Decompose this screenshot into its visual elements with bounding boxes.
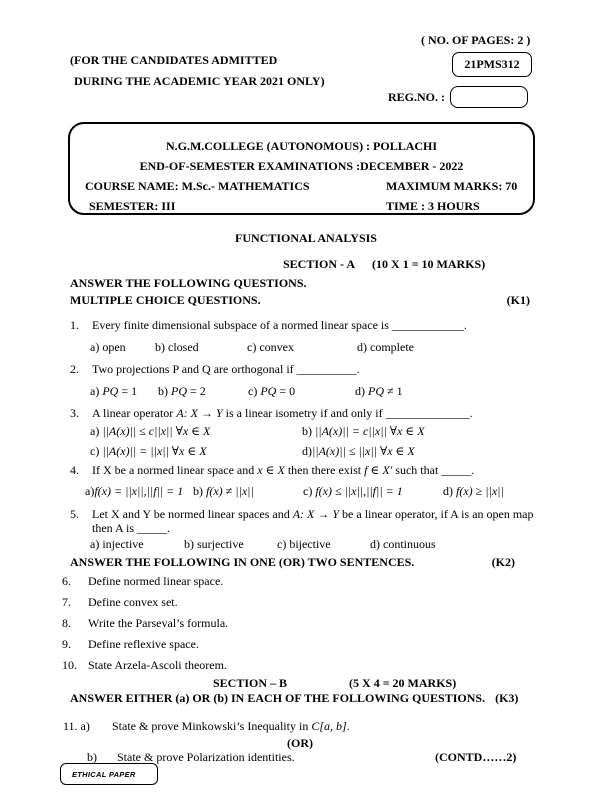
exam-time: TIME : 3 HOURS — [386, 199, 480, 213]
option-b: b) f(x) ≠ ||x|| — [193, 484, 254, 498]
question-2 — [70, 362, 545, 376]
question-3 — [70, 406, 545, 420]
option-d: d)||A(x)|| ≤ ||x|| ∀x ∈ X — [302, 444, 415, 458]
question-10 — [62, 658, 545, 672]
section-b-marks: (5 X 4 = 20 MARKS) — [349, 676, 457, 690]
question-7 — [62, 595, 545, 609]
short-answer-instruction: ANSWER THE FOLLOWING IN ONE (OR) TWO SENTENCES. — [70, 555, 415, 569]
candidates-note-line1: (FOR THE CANDIDATES ADMITTED — [70, 53, 278, 67]
section-b-instruction: ANSWER EITHER (a) OR (b) IN EACH OF THE FOLLOWING QUESTIONS. — [70, 691, 486, 705]
option-d: d) continuous — [370, 537, 436, 551]
candidates-admitted-note — [70, 50, 325, 92]
course-code-box — [452, 52, 532, 77]
question-7-text: Define convex set. — [88, 595, 178, 609]
question-5-options — [90, 537, 545, 551]
question-4-options — [85, 483, 545, 499]
question-3-options-row1 — [90, 423, 545, 439]
question-5-text: Let X and Y be normed linear spaces and A: X → Y be a linear operator, if A is an open map — [92, 507, 534, 521]
option-d: d) PQ ≠ 1 — [355, 384, 403, 398]
question-5-number: 5. — [70, 507, 79, 521]
pages-count-note: ( NO. OF PAGES: 2 ) — [421, 33, 531, 47]
question-5 — [70, 507, 545, 521]
question-2-options — [90, 383, 545, 399]
continued-note: (CONTD……2) — [435, 750, 517, 764]
option-a: a) injective — [90, 537, 144, 551]
question-11b-number: b) — [87, 750, 97, 764]
mcq-instruction: MULTIPLE CHOICE QUESTIONS. — [70, 293, 261, 307]
option-a: a)f(x) = ||x||,||f|| = 1 — [85, 484, 184, 498]
short-answer-instruction-row — [70, 555, 545, 569]
section-b-instruction-row — [70, 691, 545, 705]
question-9 — [62, 637, 545, 651]
question-11a-number: 11. a) — [63, 719, 90, 733]
option-c: c) convex — [247, 340, 294, 354]
question-11b — [87, 750, 545, 764]
option-c: c) ||A(x)|| = ||x|| ∀x ∈ X — [90, 444, 207, 458]
semester: SEMESTER: III — [89, 199, 176, 213]
ethical-paper-label: ETHICAL PAPER — [72, 769, 136, 779]
exam-header-box — [68, 122, 535, 215]
k-level-2: (K2) — [491, 555, 515, 569]
regno-label: REG.NO. : — [388, 89, 445, 104]
section-b-title: SECTION – B — [213, 676, 288, 690]
option-c: c) PQ = 0 — [248, 384, 296, 398]
option-b: b) PQ = 2 — [158, 384, 206, 398]
option-c: c) bijective — [277, 537, 331, 551]
question-1-number: 1. — [70, 318, 79, 332]
option-a: a) open — [90, 340, 126, 354]
question-1-options — [90, 340, 545, 354]
option-b: b) ||A(x)|| = c||x|| ∀x ∈ X — [302, 424, 425, 438]
question-11b-text: State & prove Polarization identities. — [117, 750, 295, 764]
k-level-3: (K3) — [495, 691, 519, 705]
question-10-number: 10. — [62, 658, 77, 672]
section-a-instruction: ANSWER THE FOLLOWING QUESTIONS. — [70, 276, 307, 290]
regno-row — [388, 86, 528, 108]
question-5-text-line2: then A is _____. — [92, 521, 171, 535]
section-b-heading — [213, 676, 545, 690]
question-2-number: 2. — [70, 362, 79, 376]
section-a-heading — [283, 257, 545, 271]
option-d: d) f(x) ≥ ||x|| — [443, 484, 504, 498]
max-marks: MAXIMUM MARKS: 70 — [386, 179, 518, 193]
question-10-text: State Arzela-Ascoli theorem. — [88, 658, 227, 672]
question-6-text: Define normed linear space. — [88, 574, 224, 588]
question-8-number: 8. — [62, 616, 71, 630]
option-b: b) closed — [155, 340, 199, 354]
question-4-text: If X be a normed linear space and x ∈ X then there exist f ∈ X′ such that _____. — [92, 463, 475, 477]
question-9-text: Define reflexive space. — [88, 637, 199, 651]
section-a-title: SECTION - A — [283, 257, 356, 271]
section-a-marks: (10 X 1 = 10 MARKS) — [372, 257, 486, 271]
question-1 — [70, 318, 545, 332]
or-separator: (OR) — [287, 736, 313, 750]
question-paper-body — [62, 255, 545, 764]
question-3-text: A linear operator A: X → Y is a linear isometry if and only if ______________. — [92, 406, 473, 420]
k-level-1: (K1) — [506, 293, 530, 307]
question-4 — [70, 463, 545, 477]
question-1-text: Every finite dimensional subspace of a normed linear space is ____________. — [92, 318, 467, 332]
question-8 — [62, 616, 545, 630]
question-11a — [63, 719, 545, 733]
subject-title: FUNCTIONAL ANALYSIS — [235, 231, 377, 245]
option-d: d) complete — [357, 340, 414, 354]
option-b: b) surjective — [184, 537, 244, 551]
candidates-note-line2: DURING THE ACADEMIC YEAR 2021 ONLY) — [74, 74, 325, 88]
course-code: 21PMS312 — [464, 57, 520, 71]
question-6 — [62, 574, 545, 588]
course-name: COURSE NAME: M.Sc.- MATHEMATICS — [85, 179, 310, 193]
regno-input-box[interactable] — [450, 86, 528, 108]
question-6-number: 6. — [62, 574, 71, 588]
question-7-number: 7. — [62, 595, 71, 609]
question-4-number: 4. — [70, 463, 79, 477]
college-name: N.G.M.COLLEGE (AUTONOMOUS) : POLLACHI — [165, 139, 438, 153]
ethical-paper-badge — [60, 763, 158, 785]
question-11a-text: State & prove Minkowski’s Inequality in C[a, b]. — [112, 719, 350, 733]
exam-title: END-OF-SEMESTER EXAMINATIONS :DECEMBER - 2022 — [139, 159, 464, 173]
option-a: a) PQ = 1 — [90, 384, 138, 398]
option-c: c) f(x) ≤ ||x||,||f|| = 1 — [303, 484, 403, 498]
question-8-text: Write the Parseval’s formula. — [88, 616, 229, 630]
question-3-number: 3. — [70, 406, 79, 420]
mcq-instruction-row — [70, 293, 545, 307]
option-a: a) ||A(x)|| ≤ c||x|| ∀x ∈ X — [90, 424, 211, 438]
question-2-text: Two projections P and Q are orthogonal if __________. — [92, 362, 360, 376]
question-9-number: 9. — [62, 637, 71, 651]
question-3-options-row2 — [90, 443, 545, 459]
